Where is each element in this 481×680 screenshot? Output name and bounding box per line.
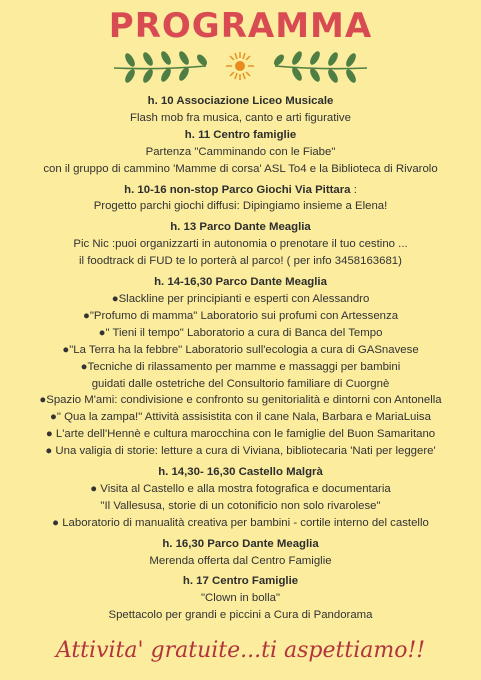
block-heading: h. 11 Centro famiglie [184,128,297,141]
schedule-block [0,93,481,127]
sun-icon [226,52,254,80]
block-line: Partenza "Camminando con le Fiabe" [145,145,336,158]
schedule-block [0,219,481,270]
schedule [0,93,481,624]
block-line: ●" Tieni il tempo" Laboratorio a cura di Banca del Tempo [98,326,383,339]
schedule-block [0,182,481,216]
block-heading: h. 14,30- 16,30 Castello Malgrà [158,466,323,479]
schedule-block [0,274,481,460]
block-line: "Clown in bolla" [200,592,280,605]
leaf-branch-icon [273,50,367,83]
page-title: PROGRAMMA [108,6,373,46]
leaf-branch-icon [114,50,208,83]
heading-suffix: : [350,183,357,196]
block-line: ● Laboratorio di manualità creativa per bambini - cortile interno del castello [52,516,429,529]
block-line: ● Una valigia di storie: letture a cura di Viviana, bibliotecaria 'Nati per leggere' [45,445,436,458]
footer-tagline: Attivita' gratuite...ti aspettiamo!! [55,638,426,663]
block-heading: h. 10 Associazione Liceo Musicale [147,95,334,107]
block-line: ● L'arte dell'Hennè e cultura marocchina con le famiglie del Buon Samaritano [45,428,436,441]
schedule-block [0,573,481,624]
block-line: Spettacolo per grandi e piccini a Cura di Pandorama [108,609,373,622]
block-line: ●Spazio M'ami: condivisione e confronto su genitorialità e dintorni con Antonella [39,394,442,407]
block-line: Pic Nic :puoi organizzarti in autonomia o prenotare il tuo cestino ... [73,238,408,251]
block-line: guidati dalle ostetriche del Consultorio familiare di Cuorgnè [91,377,390,390]
schedule-block [0,464,481,532]
block-line: ●Tecniche di rilassamento per mamme e massaggi per bambini [80,360,401,373]
block-line: ● Visita al Castello e alla mostra fotografica e documentaria [90,482,391,495]
block-heading: h. 14-16,30 Parco Dante Meaglia [154,276,327,289]
block-line: ●" Qua la zampa!" Attività assisistita con il cane Nala, Barbara e MariaLuisa [50,411,431,424]
block-heading: h. 13 Parco Dante Meaglia [170,221,311,234]
block-heading: h. 16,30 Parco Dante Meaglia [162,537,319,550]
block-line: ●Slackline per principianti e esperti con Alessandro [111,292,370,305]
schedule-block [0,127,481,178]
block-line: con il gruppo di cammino 'Mamme di corsa' ASL To4 e la Biblioteca di Rivarolo [43,162,438,175]
block-line: il foodtrack di FUD te lo porterà al parco! ( per info 3458163681) [79,255,402,268]
block-line: Merenda offerta dal Centro Famiglie [149,554,332,567]
block-line: ●"La Terra ha la febbre" Laboratorio sull'ecologia a cura di GASnavese [62,343,419,356]
block-heading: h. 17 Centro Famiglie [182,575,299,588]
schedule-block [0,536,481,570]
block-line: ●"Profumo di mamma" Laboratorio sui profumi con Artessenza [82,309,399,322]
block-heading: h. 10-16 non-stop Parco Giochi Via Pittara [124,183,351,196]
block-line: Progetto parchi giochi diffusi: Dipingiamo insieme a Elena! [93,200,388,213]
block-line: Flash mob fra musica, canto e arti figurative [130,111,351,124]
block-line: "Il Vallesusa, storie di un cotonificio non solo rivarolese" [100,499,381,512]
ornament [110,44,371,88]
